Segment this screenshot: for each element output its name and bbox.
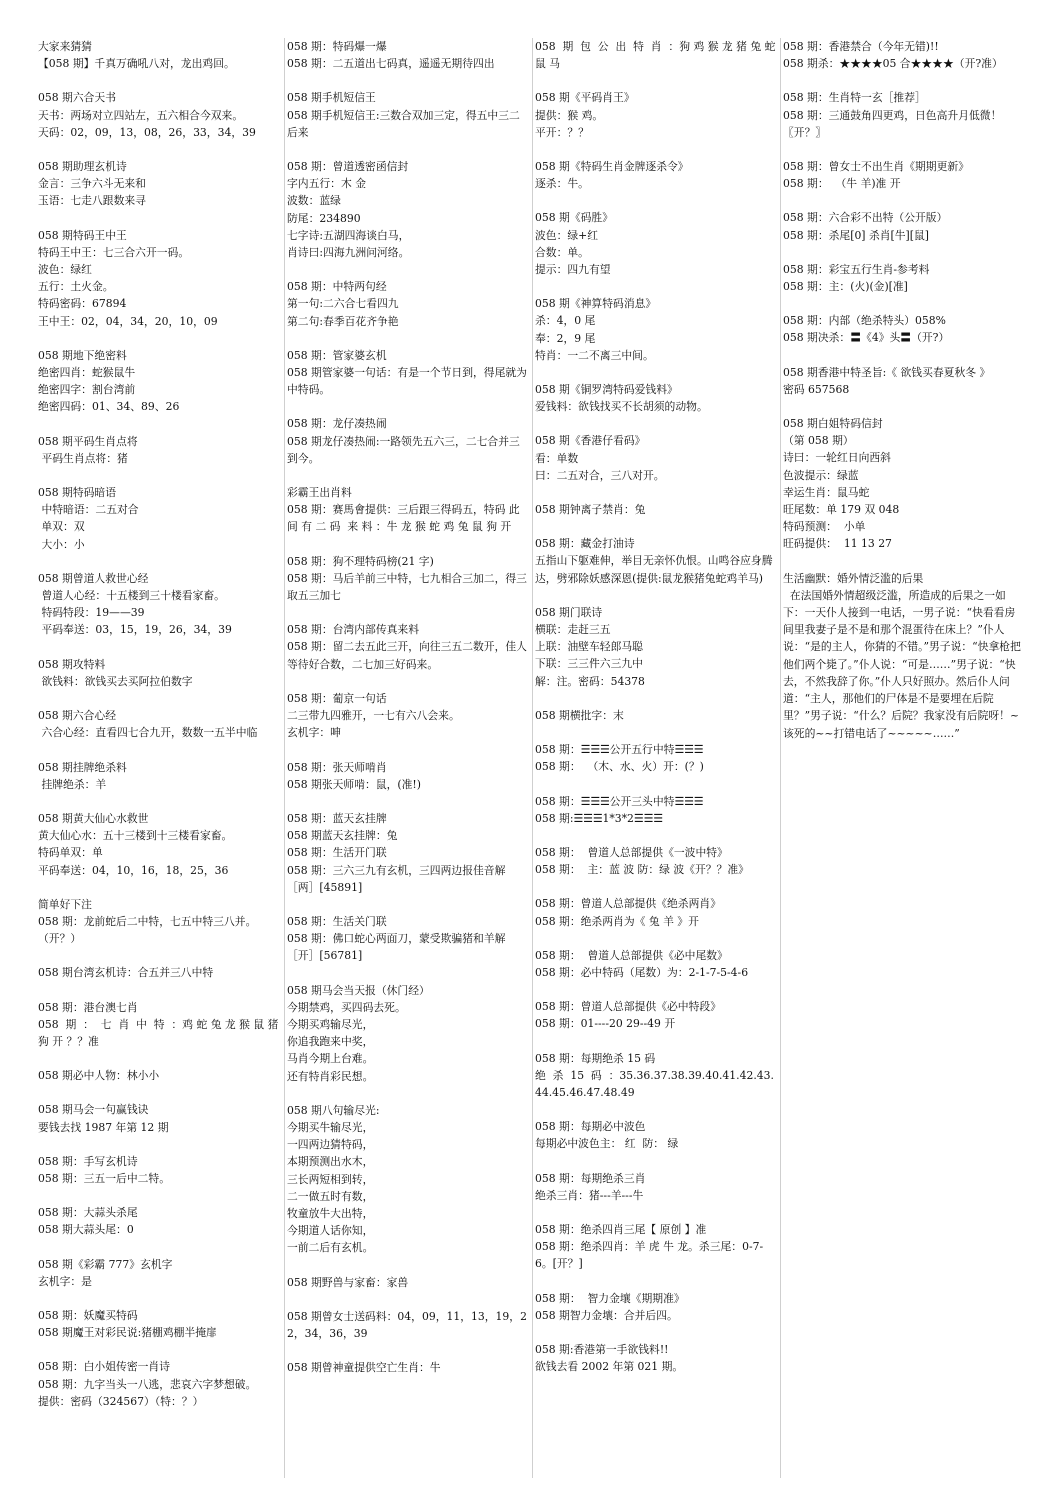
text-block [535,1050,776,1102]
block-heading: 058 期：藏金打油诗 [535,537,635,551]
text-block [535,895,776,929]
block-line: 合数：单。 [535,245,589,259]
block-line: 要钱去找 1987 年第 12 期 [38,1120,169,1134]
block-line: 字内五行：木 金 [287,177,367,191]
text-block [287,759,528,793]
text-block [38,1101,280,1135]
text-block [38,1067,280,1084]
text-block [287,347,528,399]
text-block [535,998,776,1032]
block-heading: 058 期攻特料 [38,657,106,671]
block-heading: 058 期：大蒜头杀尾 [38,1206,138,1220]
block-line: 【058 期】千真万确吼八对，龙出鸡回。 [38,57,235,71]
block-heading: 058 期钟离子禁肖：兔 [535,503,646,517]
text-block [783,364,1024,398]
block-line: 特码密码：67894 [38,297,127,311]
block-heading: 058 期：香港禁合（今年无错)!! [783,40,939,53]
text-block [783,570,1024,742]
block-line: 058 期： 主：蓝 波 防：绿 波《开？？准》 [535,863,749,877]
block-heading: 058 期：六合彩不出特（公开版） [783,211,948,225]
text-block [287,158,528,261]
block-heading: 058 期《特码生肖金牌逐杀令》 [535,160,689,174]
block-heading: 058 期：龙仔凑热闹 [287,417,387,431]
block-line: 提供：密码（324567）（特：？） [38,1394,204,1408]
block-heading: 058 期：葡京一句话 [287,691,387,705]
block-line: 058 期：二五道出七码真，遥遥无期待四出 [287,57,495,71]
text-block [535,1221,776,1273]
block-line: 天码：02，09，13，08，26，33，34，39 [38,125,256,139]
text-block [38,1307,280,1341]
text-block [287,1308,528,1342]
block-heading: 058 期：曾道人总部提供《绝杀两肖》 [535,897,721,911]
block-line: 欲钱料：欲钱买去买阿拉伯数字 [38,674,193,688]
block-heading: 058 期特码暗语 [38,486,117,500]
text-block [535,38,779,72]
block-line: 玄机字：呻 [287,726,341,740]
block-heading: 058 期：生活关门联 [287,914,387,928]
block-line: 绝杀三肖：猪---羊---牛 [535,1188,644,1202]
block-line: 058 期：绝杀四肖：羊 虎 牛 龙。杀三尾：0-7-6。[开？] [535,1240,764,1271]
block-line: 七字诗:五湖四海谈白马， [287,228,410,242]
block-line: 058 期：杀尾[0] 杀肖[牛][鼠] [783,228,929,242]
block-line: 特码单双：单 [38,846,103,860]
text-block [287,913,528,965]
text-block [287,621,528,673]
block-line: 杀：4，0 尾 [535,314,596,328]
block-heading: 058 期门联诗 [535,605,603,619]
text-block [287,484,528,536]
block-line: 波数：蓝绿 [287,194,341,208]
block-line: 058 期：赛馬會提供：三后跟三得码五，特码 此 间 有 二 码 来 料 ：牛 龙 猴 蛇 鸡 兔 鼠 狗 开 [287,503,524,534]
block-line: 058 期：三五一后中二特。 [38,1171,171,1185]
text-block [535,209,776,278]
block-line: 058 期龙仔凑热闹:一路领先五六三，二七合并三到今。 [287,434,520,465]
block-line: 058 期魔王对彩民说:猪棚鸡棚半掩扉 [38,1326,217,1340]
block-heading: 058 期曾神童提供空亡生肖：牛 [287,1361,441,1375]
block-heading: 058 期： 智力金壤《期期准》 [535,1291,685,1305]
block-heading: 058 期《神算特码消息》 [535,297,657,311]
block-line: 幸运生肖：鼠马蛇 [783,485,870,499]
text-block [287,982,528,1085]
text-block [38,896,280,948]
block-line: 提供：猴 鸡。 [535,108,604,122]
block-heading: 058 期马会一句赢钱诀 [38,1103,149,1117]
block-heading: 058 期：☰☰☰公开五行中特☰☰☰ [535,743,704,757]
block-heading: 058 期 包 公 出 特 肖 ：狗 鸡 猴 龙 猪 兔 蛇 鼠 马 [535,40,779,71]
block-heading: 058 期：曾女士不出生肖《期期更新》 [783,160,969,174]
block-line: 058 期： （木、水、火）开：(？) [535,760,704,774]
block-line: 今期禁鸡，买四码去死。 [287,1000,406,1014]
block-line: 你追我跑来中奖， [287,1035,374,1049]
block-line: 五行：土火金。 [38,280,114,294]
block-line: 看：单数 [535,451,579,465]
block-line: 在法国婚外情超级泛滥，所造成的后果之一如下：一天仆人接到一电话，一男子说：“快看看房间里我妻子是不是和那个混蛋待在床上？”仆人说：“是的主人，你猜的不错。”男子说：“快拿枪把他们两个毙了。”仆人说：“可是……”男子说：“快去，不然我辞了你。”仆人只好照办。然后仆人问道：“主人，那他们的尸体是不是要埋在后院里？”男子说：“什么？后院？我家没有后院呀！~该死的~~打错电话了~~~~~……” [783,588,1021,740]
block-heading: 058 期：港台澳七肖 [38,1000,138,1014]
block-line: 黄大仙心水：五十三楼到十三楼看家畜。 [38,829,233,843]
text-block [535,158,776,192]
block-line: 单双：双 [38,520,85,534]
block-heading: 058 期《彩霸 777》玄机字 [38,1257,173,1271]
block-line: 058 期:☰☰☰1*3*2☰☰☰ [535,811,663,825]
block-line: 特码特段：19——39 [38,606,145,620]
text-block [38,656,280,690]
text-block [38,484,280,553]
block-line: 马肖今期上台难。 [287,1052,374,1066]
block-line: 金言：三争六斗无来和 [38,177,146,191]
block-line: 解：注。密码：54378 [535,674,645,688]
block-line: 058 期：01----20 29--49 开 [535,1017,676,1031]
block-line: 每期必中波色主： 红 防： 绿 [535,1137,679,1151]
block-heading: 058 期必中人物：林小小 [38,1069,160,1083]
block-heading: 058 期：曾道人总部提供《必中特段》 [535,1000,721,1014]
block-line: 特肖：一二不离三中间。 [535,348,654,362]
block-heading: 058 期八句输尽光: [287,1103,380,1117]
block-line: 逐杀：牛。 [535,177,589,191]
text-block [38,1358,280,1410]
block-heading: 058 期横批字：末 [535,708,624,722]
block-heading: 058 期：每期必中波色 [535,1120,646,1134]
block-line: 牧童放牛大出特， [287,1206,374,1220]
block-heading: 058 期地下绝密料 [38,348,127,362]
column-2 [284,38,532,1478]
block-heading: 058 期香港中特圣旨:《 欲钱买春夏秋冬 》 [783,365,991,379]
block-heading: 058 期野兽与家畜：家兽 [287,1275,409,1289]
block-line: 奉：2，9 尾 [535,331,596,345]
block-heading: 058 期曾道人救世心经 [38,571,149,585]
block-line: 绝 杀 15 码 ：35.36.37.38.39.40.41.42.43.44.45.46.47.48.49 [535,1068,774,1099]
block-line: 平开：？？ [535,125,589,139]
column-1 [36,38,284,1478]
block-heading: 058 期助理玄机诗 [38,160,127,174]
block-line: 绝密四肖：蛇猴鼠牛 [38,366,136,380]
text-block [783,312,1024,346]
block-line: 一四两边猜特码， [287,1138,374,1152]
block-line: 058 期管家婆一句话：有是一个节日到，得尾就为中特码。 [287,366,527,397]
block-line: 防尾：234890 [287,211,361,225]
block-heading: 058 期：手写玄机诗 [38,1154,138,1168]
text-block [287,1359,528,1376]
text-block [287,38,528,72]
block-heading: 058 期台湾玄机诗：合五并三八中特 [38,966,214,980]
text-block [287,89,528,141]
block-line: 058 期：三六三九有玄机，三四两边报佳音解［两］[45891] [287,863,506,894]
block-heading: 大家来猜猜 [38,40,92,53]
block-heading: 058 期挂牌绝杀料 [38,760,127,774]
block-line: 平码生肖点将：猪 [38,451,128,465]
block-heading: 058 期《铜罗湾特码爱钱料》 [535,383,678,397]
text-block [535,535,776,587]
text-block [535,604,776,690]
text-block [38,347,280,416]
block-line: 色波提示：绿蓝 [783,468,859,482]
block-line: 今期道人话你知， [287,1224,374,1238]
block-line: 058 期：龙前蛇后二中特，七五中特三八并。（开？） [38,914,257,946]
block-line: 058 期：必中特码（尾数）为：2-1-7-5-4-6 [535,965,749,979]
block-line: 特码预测： 小单 [783,520,866,534]
block-line: 本期预测出水木， [287,1155,374,1169]
block-line: 旺尾数：单 179 双 048 [783,503,900,517]
text-block [38,158,280,210]
text-block [535,793,776,827]
text-block [535,381,776,415]
block-line: 上联：油壁车轻郎马聪 [535,640,643,654]
block-heading: 058 期：中特两句经 [287,280,387,294]
block-line: 特码王中王：七三合六开一码。 [38,245,190,259]
block-line: 曰：二五对合，三八对开。 [535,468,665,482]
block-line: 六合心经：直看四七合九开，数数一五半中临 [38,726,258,740]
text-block [287,690,528,742]
block-line: 曾道人心经：十五楼到三十楼看家畜。 [38,589,225,603]
block-heading: 彩霸王出肖料 [287,486,352,500]
block-line: 058 期决杀：〓《4》头〓（开?） [783,331,950,345]
block-line: 058 期智力金壤：合并后四。 [535,1308,678,1322]
block-heading: 058 期：特码爆一爆 [287,40,387,53]
block-line: 中特暗语：二五对合 [38,503,139,517]
text-block [38,810,280,879]
text-block [535,295,776,364]
text-block [535,432,776,484]
block-line: 今期买鸡输尽光， [287,1017,374,1031]
text-block [783,38,1024,72]
text-block [535,1118,776,1152]
text-block [783,89,1024,141]
block-heading: 058 期： 曾道人总部提供《一波中特》 [535,845,728,859]
text-block [535,844,776,878]
block-heading: 058 期：狗不理特码榜(21 字) [287,554,434,568]
block-line: 大小：小 [38,537,85,551]
block-line: 挂牌绝杀：羊 [38,777,107,791]
block-line: 058 期：佛口蛇心两面刀，蒙受欺骗猪和羊解［开］[56781] [287,932,506,963]
block-heading: 058 期六合心经 [38,709,117,723]
block-line: 058 期：生活开门联 [287,846,387,860]
text-block [38,759,280,793]
block-line: 绝密四字：割台湾前 [38,383,136,397]
block-line: 提示：四九有望 [535,263,611,277]
block-line: 王中王：02，04，34，20，10，09 [38,314,218,328]
text-block [535,1341,776,1375]
block-line: 第一句:二六合七看四九 [287,297,399,311]
block-line: 五指山下躯难伸，举目无亲怀仇恨。山鸣谷应身腾达，劈邪除妖感深恩(提供:鼠龙猴猪兔蛇鸡羊马) [535,554,773,585]
block-line: 波色：绿+红 [535,228,599,242]
block-line: 第二句:春季百花齐争艳 [287,314,399,328]
block-line: 058 期：马后羊前三中特，七九相合三加二，得三取五三加七 [287,571,527,603]
block-line: 一前二后有玄机。 [287,1241,374,1255]
block-heading: 058 期：☰☰☰公开三头中特☰☰☰ [535,794,704,808]
block-heading: 058 期：每期绝杀 15 码 [535,1051,656,1065]
block-line: 058 期：三通鼓角四更鸡，日色高升月低微！〖开？〗 [783,108,1002,139]
block-heading: 058 期特码王中王 [38,228,127,242]
block-line: 058 期大蒜头尾：0 [38,1223,134,1237]
block-line: 绝密四码：01、34、89、26 [38,400,180,414]
newspaper-page [36,38,1036,1478]
block-line: 二三带九四雅开，一七有六八会来。 [287,709,460,723]
text-block [287,415,528,467]
block-line: 波色：绿红 [38,263,92,277]
block-heading: 058 期：内部（绝杀特头）058% [783,314,946,328]
text-block [287,1274,528,1291]
text-block [38,964,280,981]
text-block [535,1170,776,1204]
block-line: 058 期 ： 七 肖 中 特 ：鸡 蛇 兔 龙 猴 鼠 猪 狗 开 ？？准 [38,1017,282,1048]
text-block [535,707,776,724]
block-heading: 058 期： 曾道人总部提供《必中尾数》 [535,948,728,962]
block-line: 肖诗曰:四海九洲问河络。 [287,246,410,260]
text-block [287,810,528,896]
block-heading: 058 期马会当天报（休门经） [287,983,430,997]
block-line: 还有特肖彩民想。 [287,1069,374,1083]
block-line: 旺码提供： 11 13 27 [783,537,892,551]
text-block [38,89,280,141]
block-heading: 058 期黄大仙心水救世 [38,811,149,825]
text-block [38,433,280,467]
block-line: 058 期：九字当头一八逃，悲哀六字梦想破。 [38,1377,257,1391]
text-block [783,209,1024,243]
block-line: 玉语：七走八跟数来寻 [38,194,146,208]
block-heading: 简单好下注 [38,897,92,911]
block-heading: 058 期白姐特码信封 [783,417,883,431]
block-heading: 058 期《码胜》 [535,211,614,225]
block-line: （第 058 期） [783,434,854,448]
block-heading: 058 期：蓝天玄挂牌 [287,811,387,825]
text-block [38,1256,280,1290]
block-heading: 058 期：白小姐传密一肖诗 [38,1360,171,1374]
text-block [783,158,1024,192]
block-heading: 058 期：生肖特一玄［推荐］ [783,91,926,105]
text-block [38,1204,280,1238]
block-line: 058 期手机短信王:三数合双加三定，得五中三二后来 [287,108,520,139]
block-heading: 058 期：曾道透密函信封 [287,160,409,174]
column-3 [532,38,780,1478]
text-block [535,1290,776,1324]
block-heading: 058 期：每期绝杀三肖 [535,1171,646,1185]
text-block [38,999,280,1051]
block-heading: 058 期：绝杀四肖三尾【 原创 】准 [535,1222,707,1236]
block-heading: 058 期《香港仔看码》 [535,434,646,448]
text-block [783,261,1024,295]
block-line: 爱钱料：欲钱找买不长胡须的动物。 [535,400,708,414]
text-block [287,278,528,330]
block-line: 058 期：绝杀两肖为《 兔 羊 》开 [535,914,699,928]
block-line: 平码奉送：03，15，19，26，34，39 [38,623,232,637]
block-heading: 生活幽默：婚外情泛滥的后果 [783,571,924,585]
block-line: 平码奉送：04，10，16，18，25，36 [38,863,229,877]
block-line: 三长两短相到转， [287,1172,374,1186]
block-line: 天书：两场对立四站左，五六相合今双来。 [38,108,244,122]
block-line: 058 期：留二去五此三开，向往三五二数开，佳人等待好合数，二七加三好码来。 [287,640,527,671]
column-4 [780,38,1028,1478]
block-heading: 058 期平码生肖点将 [38,434,138,448]
block-heading: 058 期：张天师啃肖 [287,760,387,774]
block-line: 058 期杀：★★★★05 合★★★★（开?准） [783,57,1003,71]
block-heading: 058 期《平码肖王》 [535,91,635,105]
text-block [783,415,1024,553]
block-heading: 058 期：妖魔买特码 [38,1308,138,1322]
block-line: 今期买牛输尽光， [287,1120,374,1134]
block-heading: 058 期手机短信王 [287,91,376,105]
block-line: 058 期：主：(火)(金)[准] [783,280,908,294]
text-block [535,501,776,518]
text-block [535,947,776,981]
block-line: 诗曰：一轮红日向西斜 [783,451,891,465]
block-line: 横联：走赶三五 [535,623,611,637]
text-block [535,89,776,141]
block-line: 058 期张天师啃：鼠，(准!) [287,777,421,791]
block-line: 玄机字：是 [38,1274,92,1288]
block-heading: 058 期:香港第一手欲钱料!! [535,1342,669,1356]
text-block [38,570,280,639]
text-block [287,1102,528,1257]
block-heading: 058 期：管家婆玄机 [287,348,387,362]
block-heading: 058 期六合天书 [38,91,117,105]
block-heading: 058 期：彩宝五行生肖-参考料 [783,262,930,276]
block-line: 058 期： （牛 羊)准 开 [783,177,901,191]
text-block [38,707,280,741]
block-line: 058 期蓝天玄挂牌：兔 [287,829,398,843]
text-block [38,38,280,72]
block-heading: 058 期曾女士送码料：04，09，11，13，19，22，34，36，39 [287,1309,527,1340]
block-line: 密码 657568 [783,382,850,396]
text-block [38,227,280,330]
text-block [38,1153,280,1187]
block-line: 下联：三三件六三九中 [535,657,643,671]
text-block [287,553,528,605]
block-line: 二一做五时有数， [287,1189,374,1203]
block-line: 欲钱去看 2002 年第 021 期。 [535,1360,684,1374]
block-heading: 058 期：台湾内部传真来料 [287,623,420,637]
text-block [535,741,776,775]
